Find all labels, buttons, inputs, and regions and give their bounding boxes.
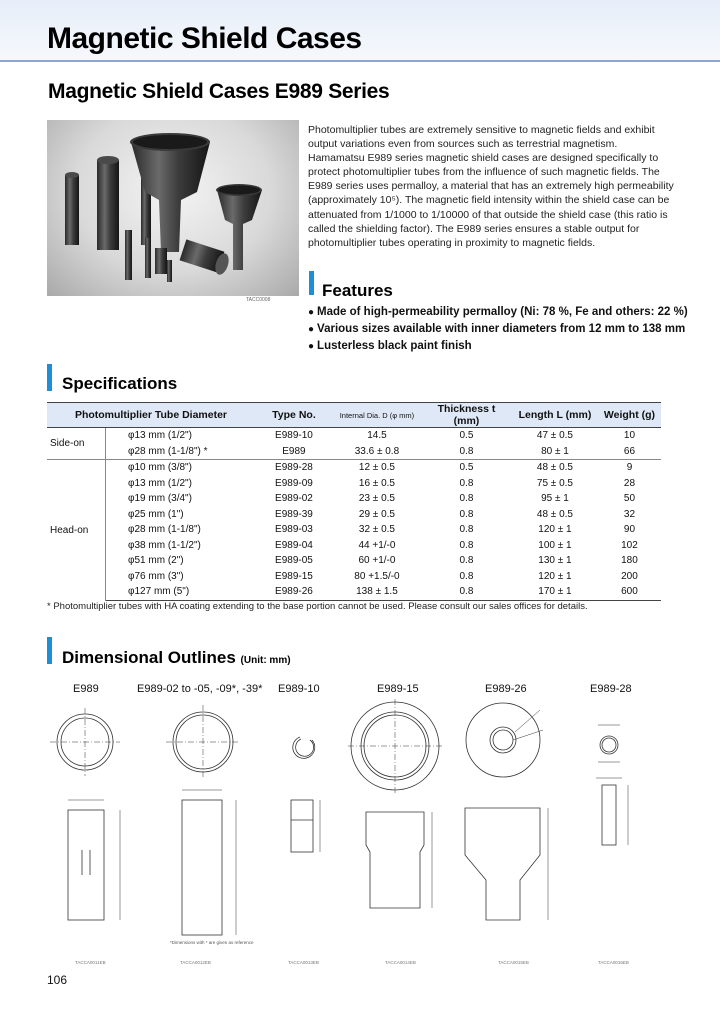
drawing-code: TACCA0013EB [288, 960, 319, 965]
bullet-icon: ● [308, 324, 315, 335]
col-header-length: Length L (mm) [512, 403, 598, 428]
label-e989-26: E989-26 [485, 683, 527, 695]
table-row: φ76 mm (3") E989-15 80 +1.5/-0 0.8 120 ± 1 200 [128, 570, 638, 582]
page-title: Magnetic Shield Cases [47, 22, 362, 55]
drawing-e989-26 [465, 703, 548, 920]
drawing-code: TACCA0012EB [180, 960, 211, 965]
specifications-footnote: * Photomultiplier tubes with HA coating extending to the base portion cannot be used. Please consult our sales offices for details. [47, 601, 588, 612]
table-row: φ28 mm (1-1/8") E989-03 32 ± 0.5 0.8 120 ± 1 90 [128, 524, 636, 536]
drawing-code: TACCA0014EB [385, 960, 416, 965]
table-row: Head-on φ10 mm (3/8") E989-28 12 ± 0.5 0.5 48 ± 0.5 9 [47, 460, 661, 476]
dimensional-title: Dimensional Outlines (Unit: mm) [62, 648, 291, 667]
photo-code: TACC0008 [246, 297, 271, 303]
label-e989-15: E989-15 [377, 683, 419, 695]
drawing-e989-15 [348, 699, 442, 908]
drawing-e989 [50, 708, 120, 920]
label-e989-28: E989-28 [590, 683, 632, 695]
specifications-title: Specifications [62, 374, 178, 393]
col-header-diameter: Photomultiplier Tube Diameter [47, 403, 255, 428]
table-row: φ25 mm (1") E989-39 29 ± 0.5 0.8 48 ± 0.5 32 [128, 508, 636, 520]
feature-item: ● Made of high-permeability permalloy (Ni: 78 %, Fe and others: 22 %) [308, 306, 688, 318]
table-row: Side-on φ13 mm (1/2") E989-10 14.5 0.5 47 ± 0.5 10 [47, 428, 661, 444]
features-title: Features [322, 281, 393, 300]
label-e989-02-05: E989-02 to -05, -09*, -39* [137, 683, 263, 695]
col-header-type: Type No. [255, 403, 333, 428]
label-e989-10: E989-10 [278, 683, 320, 695]
table-row: φ28 mm (1-1/8") * E989 33.6 ± 0.8 0.8 80 ± 1 66 [128, 445, 636, 457]
table-row: φ38 mm (1-1/2") E989-04 44 +1/-0 0.8 100 ± 1 102 [128, 539, 638, 551]
table-row: φ13 mm (1/2") E989-09 16 ± 0.5 0.8 75 ± 0.5 28 [128, 477, 636, 489]
group-label-head-on: Head-on [47, 460, 106, 601]
drawing-e989-10 [291, 737, 320, 852]
feature-item: ● Various sizes available with inner diameters from 12 mm to 138 mm [308, 323, 686, 335]
table-row: φ127 mm (5") E989-26 138 ± 1.5 0.8 170 ± 1 600 [47, 584, 661, 600]
page-number: 106 [47, 973, 68, 987]
table-row: φ51 mm (2") E989-05 60 +1/-0 0.8 130 ± 1 180 [128, 555, 638, 567]
drawing-e989-02 [166, 705, 240, 935]
bullet-icon: ● [308, 307, 315, 318]
series-title: Magnetic Shield Cases E989 Series [48, 80, 390, 103]
drawing-e989-28 [596, 725, 628, 845]
drawing-code: TACCA0015EB [498, 960, 529, 965]
bullet-icon: ● [308, 341, 315, 352]
drawing-code: TACCA0011EB [75, 960, 106, 965]
label-e989: E989 [73, 683, 99, 695]
dimensional-unit: (Unit: mm) [240, 655, 291, 666]
drawing-code: TACCA0016EB [598, 960, 629, 965]
col-header-thickness: Thickness t (mm) [421, 403, 512, 428]
table-row: φ19 mm (3/4") E989-02 23 ± 0.5 0.8 95 ± 1 50 [128, 493, 636, 505]
group-label-side-on: Side-on [47, 428, 106, 460]
col-header-internal-dia: Internal Dia. D (φ mm) [333, 403, 421, 428]
col-header-weight: Weight (g) [598, 403, 661, 428]
dimensional-footnote: *Dimensions with * are given as reference [170, 940, 254, 945]
intro-paragraph: Photomultiplier tubes are extremely sensitive to magnetic fields and exhibit output variations even from sources such as terrestrial magnetism. Hamamatsu E989 series magnetic shield cases are designed specifically to protect photomultiplier tubes from the influence of such magnetic fields. The E989 series uses permalloy, a material that has an extremely high permeability (approximately 10⁵). The magnetic field intensity within the shield case can be attenuated from 1/1000 to 1/10000 of that outside the shield case (this ratio is called the shielding factor). The E989 series ensures a stable output for photomultiplier tubes operating in proximity to magnetic fields. [308, 124, 674, 249]
feature-item: ● Lusterless black paint finish [308, 340, 472, 352]
